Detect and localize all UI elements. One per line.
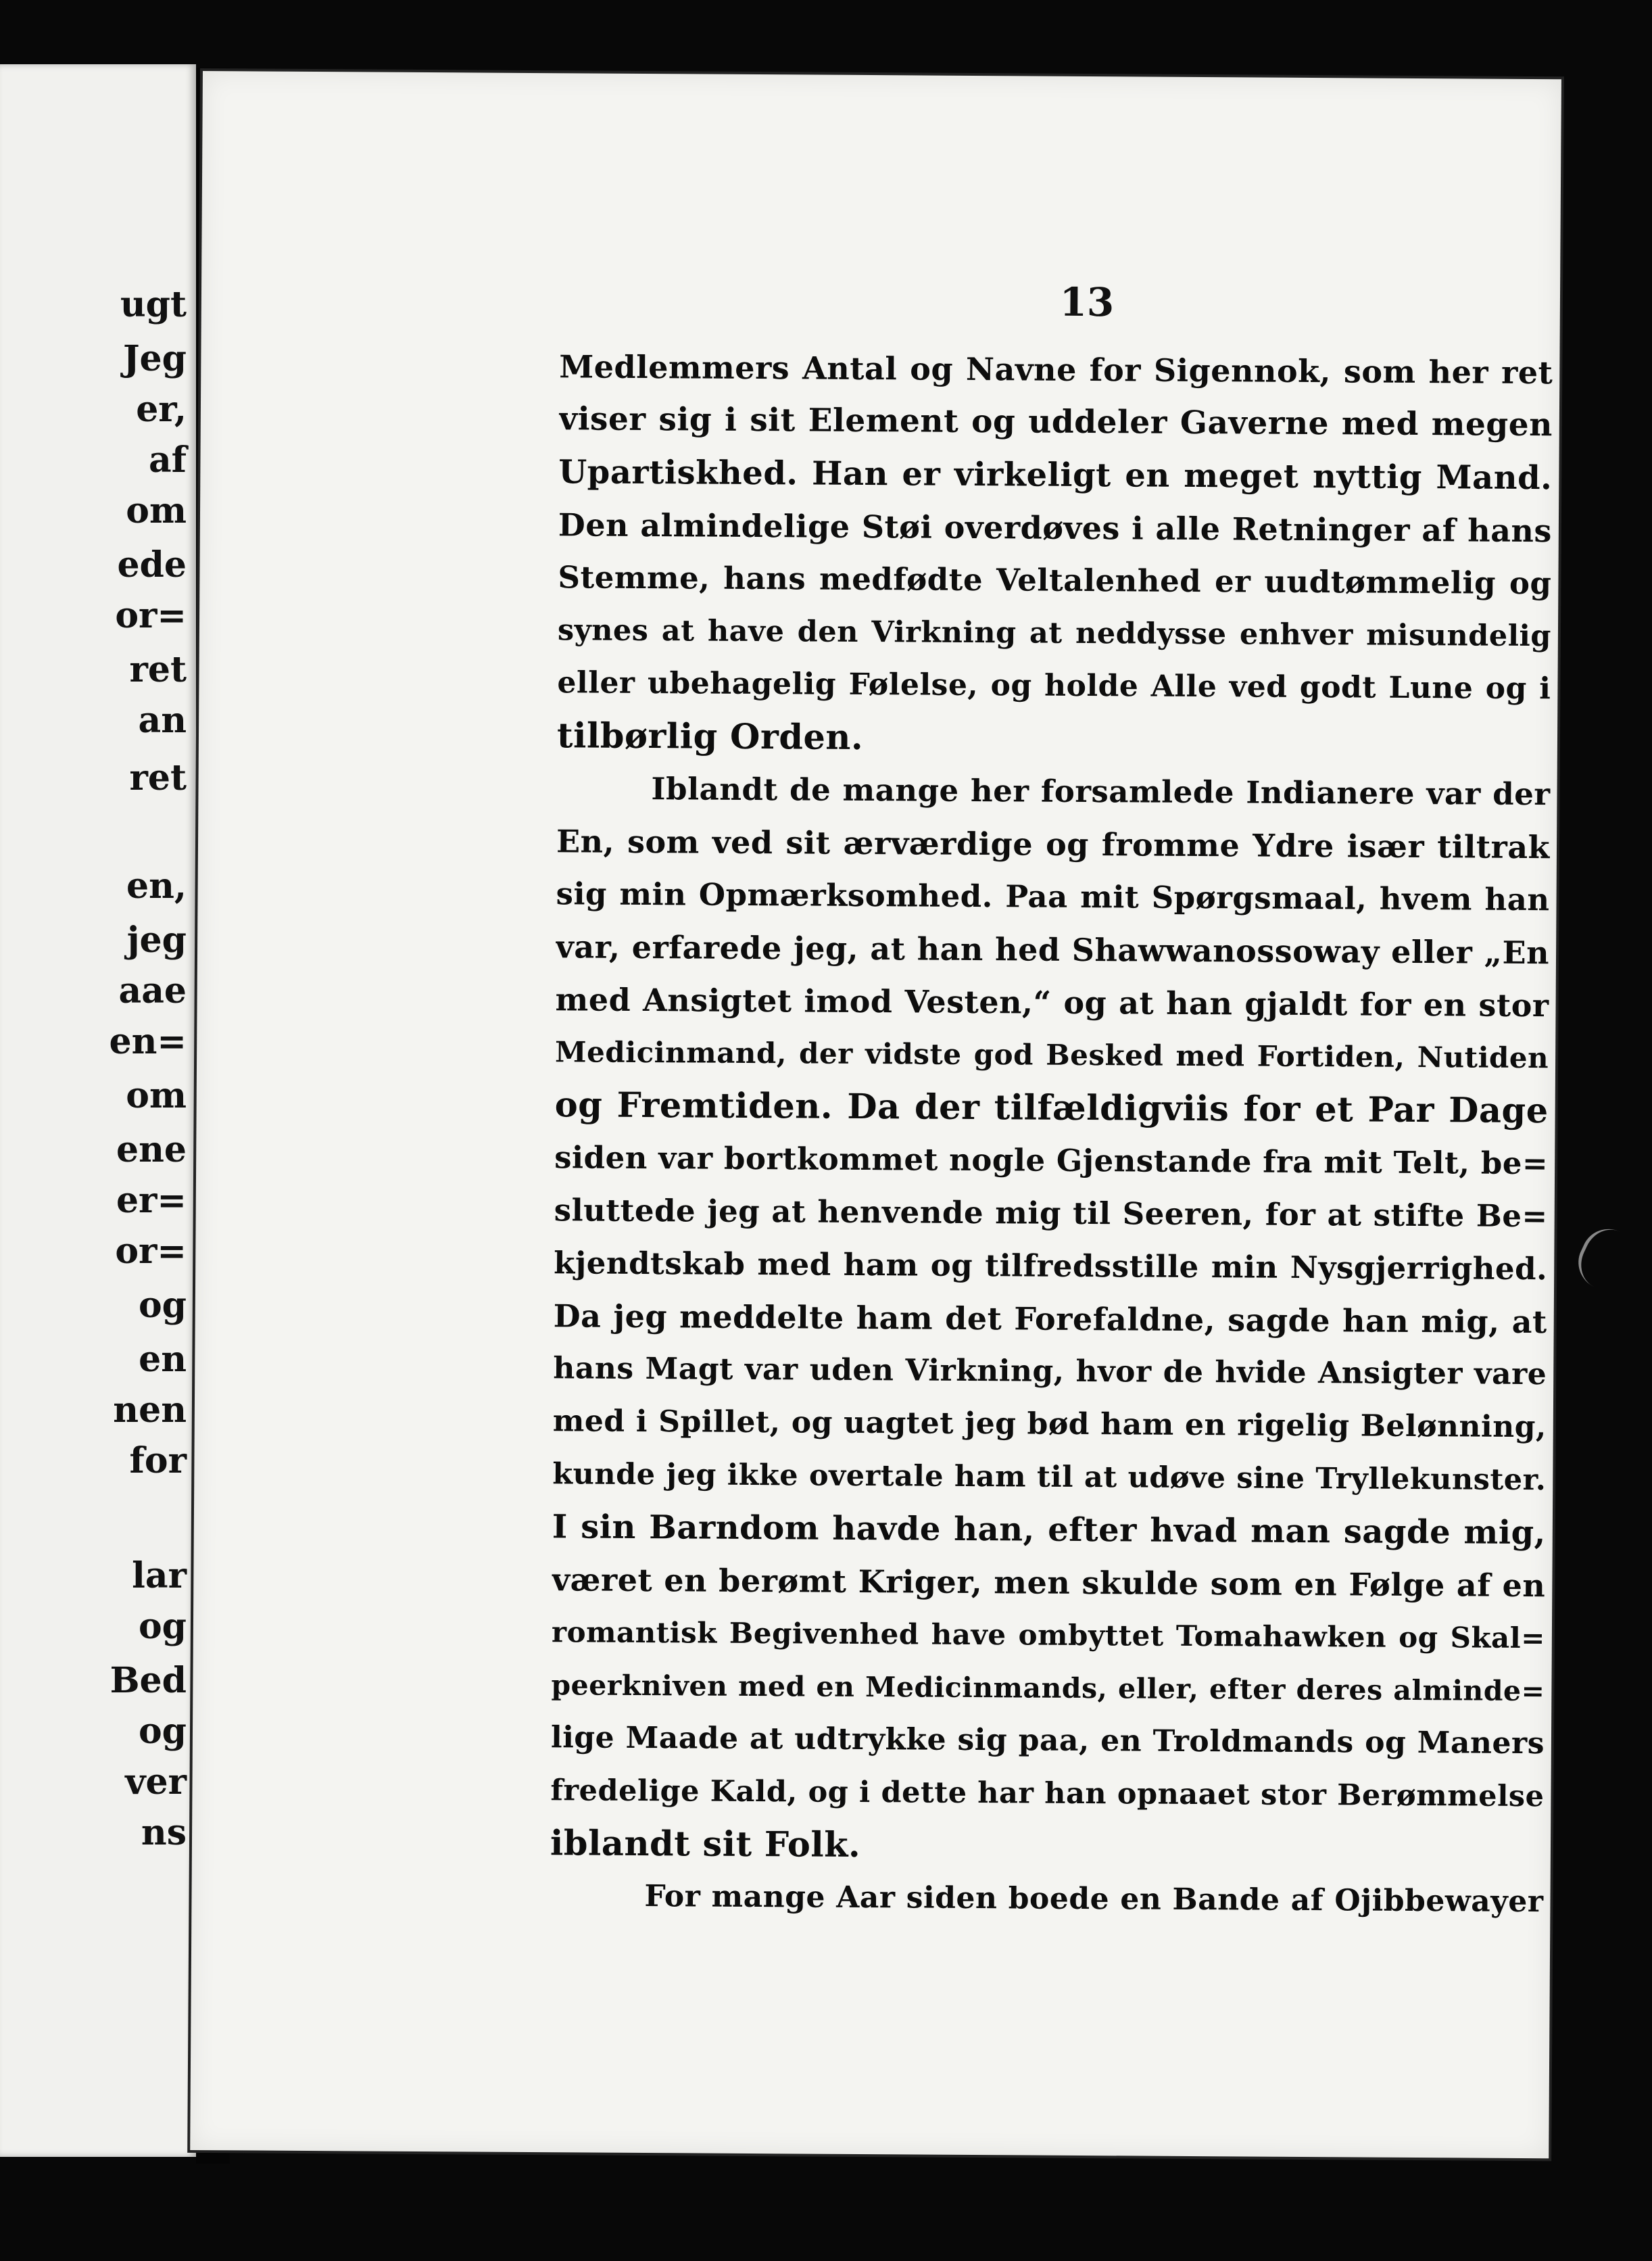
previous-page-text-fragment: om — [126, 1075, 187, 1116]
page-body-text — [550, 340, 1553, 1928]
text-line: kjendtskab med ham og tilfredsstille min Nysgjerrighed. — [554, 1245, 1548, 1287]
previous-page-text-fragment: en — [139, 1339, 187, 1380]
text-line: Da jeg meddelte ham det Forefaldne, sagde han mig, at — [553, 1298, 1547, 1341]
text-line: viser sig i sit Element og uddeler Gaverne med megen — [558, 400, 1553, 444]
text-line: fredelige Kald, og i dette har han opnaaet stor Berømmelse — [550, 1774, 1545, 1814]
previous-page-text-fragment: ede — [117, 544, 187, 586]
text-line: iblandt sit Folk. — [550, 1823, 861, 1865]
text-line: været en berømt Kriger, men skulde som en Følge af en — [552, 1561, 1546, 1604]
book-page — [190, 71, 1561, 2158]
previous-page-text-fragment: nen — [113, 1389, 187, 1431]
text-line: For mange Aar siden boede en Bande af Ojibbewayer — [644, 1879, 1544, 1920]
previous-page-text-fragment: aae — [118, 970, 187, 1012]
previous-page-text-fragment: for — [129, 1440, 187, 1481]
previous-page-text-fragment: om — [126, 490, 187, 531]
text-line: kunde jeg ikke overtale ham til at udøve sine Tryllekunster. — [552, 1457, 1547, 1498]
text-line: siden var bortkommet nogle Gjenstande fra mit Telt, be= — [554, 1139, 1549, 1182]
previous-page-text-fragment: en, — [126, 865, 187, 907]
text-line: sluttede jeg at henvende mig til Seeren, for at stifte Be= — [554, 1192, 1548, 1235]
previous-page-text-fragment: or= — [115, 1231, 187, 1272]
previous-page-text-fragment: en= — [109, 1021, 187, 1062]
previous-page-text-fragment: jeg — [126, 920, 187, 961]
text-line: peerkniven med en Medicinmands, eller, efter deres alminde= — [551, 1669, 1545, 1708]
text-line: og Fremtiden. Da der tilfældigviis for et Par Dage — [554, 1085, 1549, 1132]
text-line: Den almindelige Støi overdøves i alle Retninger af hans — [558, 506, 1553, 550]
text-line: med i Spillet, og uagtet jeg bød ham en rigelig Belønning, — [552, 1404, 1547, 1445]
previous-page-text-fragment: af — [148, 439, 187, 481]
previous-page-text-fragment: ene — [116, 1129, 187, 1170]
text-line: En, som ved sit ærværdige og fromme Ydre især tiltrak — [556, 823, 1551, 866]
previous-page-text-fragment: or= — [115, 595, 187, 636]
previous-page-text-fragment: Bed — [110, 1660, 187, 1701]
text-line: hans Magt var uden Virkning, hvor de hvide Ansigter vare — [553, 1351, 1547, 1392]
text-line: Iblandt de mange her forsamlede Indianere var der — [651, 771, 1551, 813]
text-line: I sin Barndom havde han, efter hvad man sagde mig, — [552, 1508, 1547, 1552]
previous-page-text-fragment: an — [138, 700, 187, 741]
previous-page-text-fragment: er= — [116, 1180, 187, 1221]
previous-page-text-fragment: ns — [141, 1812, 187, 1853]
previous-page-text-fragment: ret — [129, 757, 187, 799]
text-line: eller ubehagelig Følelse, og holde Alle ved godt Lune og i — [557, 665, 1551, 707]
text-line: var, erfarede jeg, at han hed Shawwanossoway eller „En — [555, 928, 1550, 972]
previous-page-text-fragment: og — [138, 1285, 187, 1326]
previous-page-text-fragment: ver — [125, 1761, 187, 1803]
text-line: Stemme, hans medfødte Veltalenhed er uudtømmelig og — [558, 559, 1552, 602]
text-line: romantisk Begivenhed have ombyttet Tomahawken og Skal= — [551, 1615, 1546, 1655]
previous-page-text-fragment: og — [138, 1711, 187, 1752]
text-line: sig min Opmærksomhed. Paa mit Spørgsmaal, hvem han — [556, 876, 1550, 918]
text-line: Medicinmand, der vidste god Besked med Fortiden, Nutiden — [554, 1035, 1549, 1075]
page-number: 13 — [1059, 279, 1115, 326]
previous-page-text-fragment: ret — [129, 649, 187, 690]
text-line: Upartiskhed. Han er virkeligt en meget nyttig Mand. — [558, 453, 1553, 498]
previous-page-text-fragment: lar — [132, 1555, 187, 1596]
previous-page-text-fragment: er, — [136, 389, 187, 430]
previous-page-text-fragment: ugt — [120, 284, 187, 325]
text-line: synes at have den Virkning at neddysse enhver misundelig — [557, 613, 1552, 654]
text-line: lige Maade at udtrykke sig paa, en Troldmands og Maners — [550, 1720, 1545, 1761]
text-line: tilbørlig Orden. — [556, 715, 864, 758]
previous-page-text-fragment: og — [138, 1606, 187, 1647]
previous-page-text-fragment: Jeg — [122, 338, 187, 379]
text-line: Medlemmers Antal og Navne for Sigennok, som her ret — [559, 348, 1553, 391]
previous-page-edge — [0, 64, 196, 2157]
text-line: med Ansigtet imod Vesten,“ og at han gjaldt for en stor — [555, 981, 1549, 1024]
